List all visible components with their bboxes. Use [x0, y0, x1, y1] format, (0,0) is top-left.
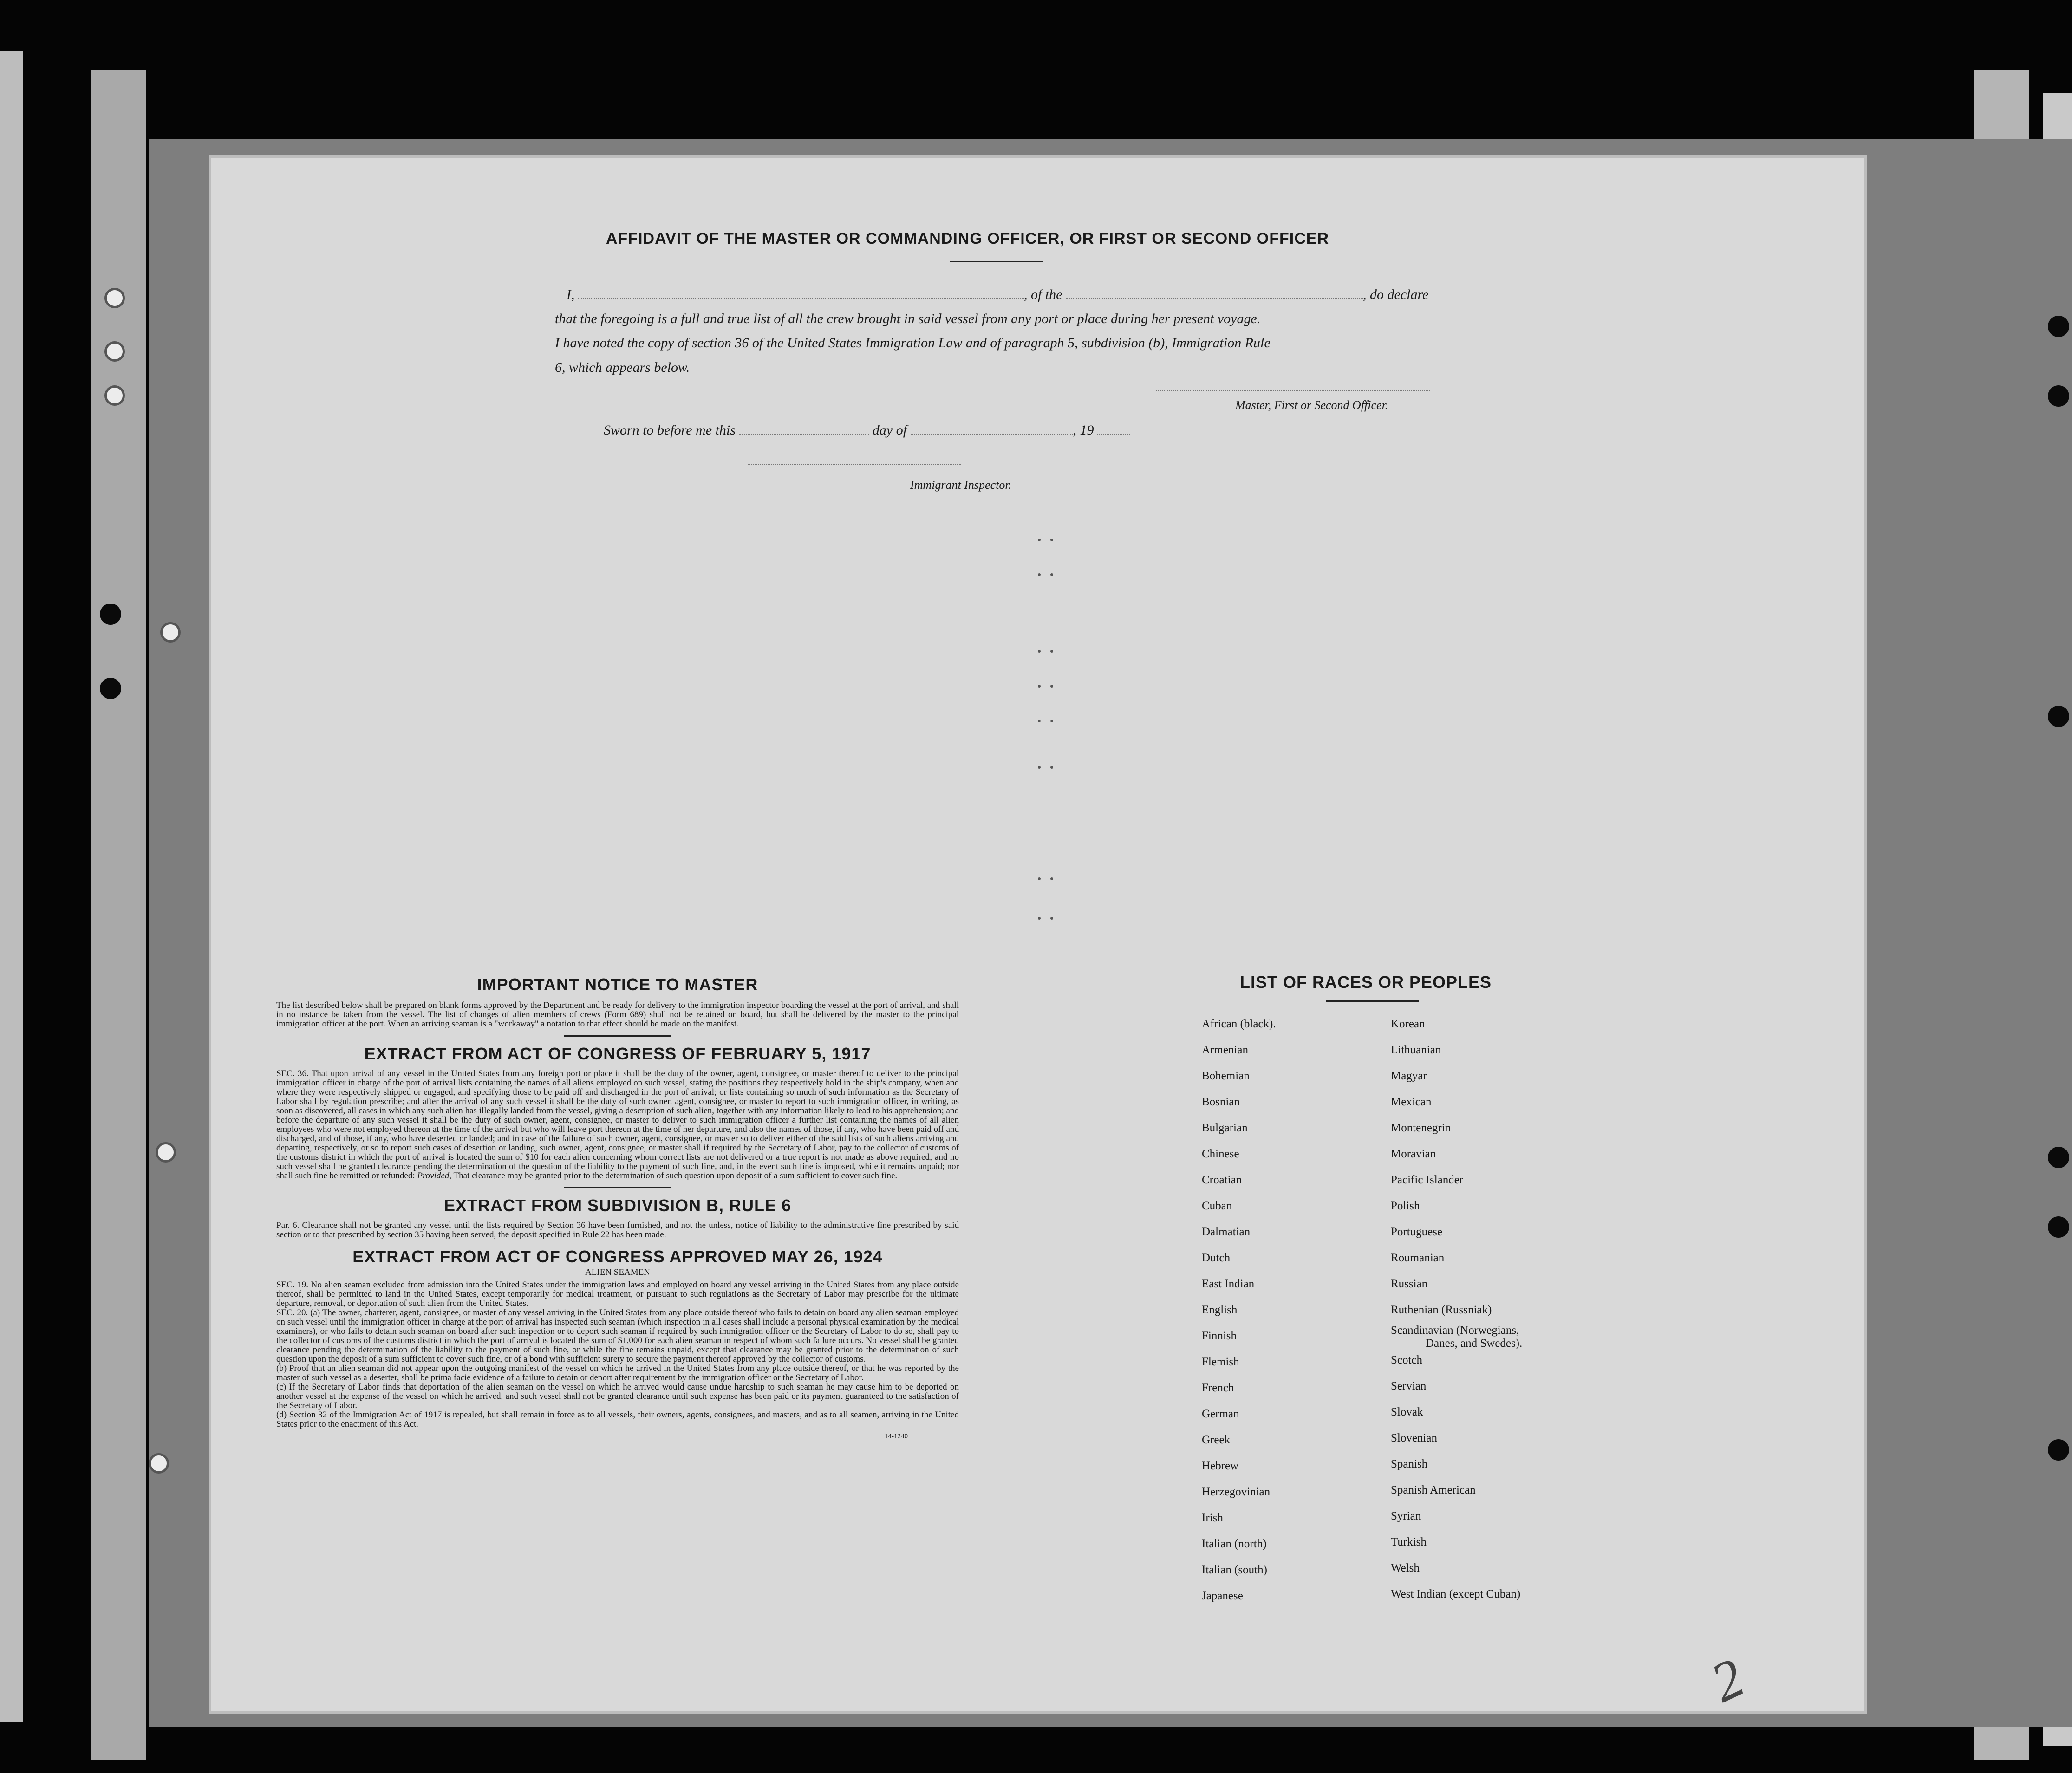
race-item: Scandinavian (Norwegians,: [1391, 1324, 1519, 1337]
race-item: Moravian: [1391, 1148, 1436, 1160]
extract-rule6-title: EXTRACT FROM SUBDIVISION B, RULE 6: [443, 1196, 792, 1215]
extract-1924-title: EXTRACT FROM ACT OF CONGRESS APPROVED MAY 26, 1924: [352, 1247, 883, 1266]
race-item: Japanese: [1202, 1590, 1243, 1602]
extract-1924-sec20d: (d) Section 32 of the Immigration Act of 1917 is repealed, but shall remain in force as to all vessels, their owners, agents, consignees, and masters, and as to all seamen, arriving in the United States prior to the enactment of this Act.: [276, 1410, 959, 1429]
extract-1924-subtitle: ALIEN SEAMEN: [585, 1267, 650, 1277]
extract-1917-body-a: SEC. 36. That upon arrival of any vessel in the United States from any foreign port or place it shall be the duty of the owner, agent, consignee, or master thereof to deliver to the principal immigration officer in charge of the port of arrival lists containing the names of all aliens employed on such vessel, stating the positions they respectively hold in the ship's company, when and where they were respectively shipped or engaged, and specifying those to be paid off and discharged in the port of arrival; or lists containing so much of such information as the Secretary of Labor shall by regulation prescribe; and after the arrival of any such vessel it shall be the duty of such owner, agent, consignee, or master to report to such immigration officer, in writing, as soon as discovered, all cases in which any such alien has illegally landed from the vessel, giving a description of such alien, together with any information likely to lead to his apprehension; and before the departure of any such vessel it shall be the duty of such owner, agent, consignee, or master to deliver to such immigration officer a further list containing the names of all alien employees who were not employed thereon at the time of the arrival but who will leave port thereon at the time of her departure, and also the names of those, if any, who have been paid off and discharged, and of those, if any, who have deserted or landed; and in case of the failure of such owner, agent, consignee, or master so to deliver either of the said lists of such aliens arriving and departing, respectively, or so to report such cases of desertion or landing, such owner, agent, consignee, or master shall if required by the Secretary of Labor, pay to the collector of customs of the customs district in which the port of arrival is located the sum of $10 for each alien concerning whom correct lists are not delivered or a true report is not made as above required; and no such vessel shall be granted clearance pending the determination of the question of the liability to the payment of such fine, and, in the event such fine is imposed, while it remains unpaid; nor shall such fine be remitted or refunded:: [276, 1069, 959, 1181]
extract-1917-body-b: That clearance may be granted prior to the determination of such question upon deposit of a sum sufficient to cover such fine.: [453, 1171, 898, 1181]
race-item: Flemish: [1202, 1356, 1239, 1368]
race-item: Spanish: [1391, 1458, 1428, 1470]
manifest-sheet: [211, 158, 1864, 1711]
vessel-field[interactable]: [1066, 298, 1363, 299]
sworn-year-field[interactable]: [1097, 434, 1130, 435]
extract-rule6-body: Par. 6. Clearance shall not be granted any vessel until the lists required by Section 36 have been furnished, and not the unless, notice of liability to the administrative fine prescribed by said section or to that prescribed by section 35 having been served, the deposit specified in Rule 22 has been made.: [276, 1221, 959, 1240]
race-item: Croatian: [1202, 1174, 1242, 1186]
inspector-signature-field[interactable]: [748, 464, 961, 465]
affidavit-line4: 6, which appears below.: [555, 360, 690, 375]
extract-1917-rule: [564, 1187, 671, 1188]
race-item: Greek: [1202, 1434, 1231, 1446]
extract-1917-provided: Provided,: [417, 1171, 452, 1181]
extract-1917-body: [276, 1069, 959, 1181]
left-film-strip: [91, 70, 146, 1760]
race-item: East Indian: [1202, 1278, 1255, 1290]
affidavit-line3: I have noted the copy of section 36 of the United States Immigration Law and of paragraph 5, subdivision (b), Immigration Rule: [555, 335, 1271, 351]
race-item: Bulgarian: [1202, 1122, 1248, 1134]
handwritten-margin-note: 2: [1701, 1646, 1753, 1714]
inspector-label: Immigrant Inspector.: [910, 478, 1012, 492]
races-title-rule: [1326, 1000, 1419, 1002]
notice-body: The list described below shall be prepared on blank forms approved by the Department and be ready for delivery to the immigration inspector boarding the vessel at the port of arrival, and shall in no instance be taken from the vessel. The list of changes of alien members of crews (Form 689) shall not be retained on board, but shall be delivered by the master to the principal immigration officer at the port. When an arriving seaman is a "workaway" a notation to that effect should be made on the manifest.: [276, 1000, 959, 1029]
master-signature-field[interactable]: [1156, 390, 1430, 391]
name-field[interactable]: [578, 298, 1024, 299]
race-item: Servian: [1391, 1380, 1427, 1392]
left-outer-strip: [0, 51, 23, 1722]
race-item: Dutch: [1202, 1252, 1231, 1264]
race-item: Dalmatian: [1202, 1226, 1251, 1238]
race-item: Scotch: [1391, 1354, 1423, 1366]
race-item: Welsh: [1391, 1562, 1420, 1574]
extract-1917-title: EXTRACT FROM ACT OF CONGRESS OF FEBRUARY 5, 1917: [364, 1044, 871, 1063]
sworn-day-field[interactable]: [739, 434, 869, 435]
race-item: Pacific Islander: [1391, 1174, 1464, 1186]
sworn-month-field[interactable]: [911, 434, 1073, 435]
race-item: Armenian: [1202, 1044, 1248, 1056]
race-item: Turkish: [1391, 1536, 1427, 1548]
affidavit-of-the-label: , of the: [1024, 287, 1062, 302]
form-number: 14-1240: [885, 1433, 908, 1440]
extract-1924-sec20b: (b) Proof that an alien seaman did not appear upon the outgoing manifest of the vessel on which he arrived in the United States from any place outside thereof, or that he was reported by the master of such vessel as a deserter, shall be prima facie evidence of a failure to detain or deport after requirement by the immigration officer or the Secretary of Labor.: [276, 1364, 959, 1383]
year-label: , 19: [1073, 422, 1094, 438]
race-item: Slovenian: [1391, 1432, 1437, 1444]
race-item: Mexican: [1391, 1096, 1432, 1108]
race-item: Korean: [1391, 1018, 1425, 1030]
master-label: Master, First or Second Officer.: [1235, 398, 1388, 412]
race-item: African (black).: [1202, 1018, 1276, 1030]
affidavit-title: AFFIDAVIT OF THE MASTER OR COMMANDING OFFICER, OR FIRST OR SECOND OFFICER: [606, 230, 1329, 247]
race-item: English: [1202, 1304, 1238, 1316]
race-item: Portuguese: [1391, 1226, 1443, 1238]
race-item: West Indian (except Cuban): [1391, 1588, 1521, 1600]
race-item: Russian: [1391, 1278, 1428, 1290]
race-item: Montenegrin: [1391, 1122, 1451, 1134]
race-item-wrap: Danes, and Swedes).: [1426, 1337, 1523, 1350]
race-item: Syrian: [1391, 1510, 1421, 1522]
extract-1924-sec20c: (c) If the Secretary of Labor finds that deportation of the alien seaman on the vessel on which he arrived would cause undue hardship to such seaman he may cause him to be deported on another vessel at the expense of the vessel on which he arrived, and such vessel shall not be granted clearance until such expense has been paid or its payment guaranteed to the satisfaction of the Secretary of Labor.: [276, 1382, 959, 1410]
extract-1924-sec19: SEC. 19. No alien seaman excluded from admission into the United States under the immigration laws and employed on board any vessel arriving in the United States from any place outside thereof, shall be permitted to land in the United States, except temporarily for medical treatment, or pursuant to such regulations as the Secretary of Labor may prescribe for the ultimate departure, removal, or deportation of such alien from the United States.: [276, 1280, 959, 1308]
affidavit-line1: [567, 287, 1428, 303]
affidavit-line2: that the foregoing is a full and true list of all the crew brought in said vessel from any port or place during her present voyage.: [555, 311, 1261, 326]
race-item: Herzegovinian: [1202, 1486, 1271, 1498]
day-of-label: day of: [872, 422, 907, 438]
races-title: LIST OF RACES OR PEOPLES: [1240, 973, 1492, 992]
race-item: Spanish American: [1391, 1484, 1476, 1496]
race-item: Irish: [1202, 1512, 1223, 1524]
extract-1924-sec20a: SEC. 20. (a) The owner, charterer, agent, consignee, or master of any vessel arriving in the United States from any place outside thereof who fails to detain on board any alien seaman employed on such vessel until the immigration officer in charge at the port of arrival has inspected such seaman (which inspection in all cases shall include a personal physical examination by the medical examiners), or who fails to detain such seaman on board after such inspection or to deport such seaman if required by such immigration officer or the Secretary of Labor to do so, shall pay to the collector of customs of the customs district in which the port of arrival is located the sum of $1,000 for each alien seaman in respect of whom such failure occurs. No vessel shall be granted clearance pending the determination of the liability to the payment of such fine, or while the fine remains unpaid, except that clearance may be granted prior to the determination of such question upon the deposit of a sum sufficient to cover such fine, or of a bond with sufficient surety to secure the payment thereof approved by the collector of customs.: [276, 1308, 959, 1364]
race-item: Ruthenian (Russniak): [1391, 1304, 1492, 1316]
race-item: Magyar: [1391, 1070, 1427, 1082]
race-item: Lithuanian: [1391, 1044, 1441, 1056]
race-item: Slovak: [1391, 1406, 1423, 1418]
race-item: Italian (north): [1202, 1538, 1267, 1550]
race-item: Finnish: [1202, 1330, 1237, 1342]
race-item: Cuban: [1202, 1200, 1232, 1212]
affidavit-i-label: I,: [567, 287, 575, 302]
notice-rule: [564, 1035, 671, 1037]
sworn-label: Sworn to before me this: [604, 422, 736, 438]
affidavit-do-declare-label: , do declare: [1363, 287, 1429, 302]
notice-title: IMPORTANT NOTICE TO MASTER: [477, 975, 758, 994]
race-item: Polish: [1391, 1200, 1420, 1212]
race-item: Bosnian: [1202, 1096, 1240, 1108]
race-item: Chinese: [1202, 1148, 1239, 1160]
affidavit-title-rule: [950, 261, 1043, 262]
race-item: Roumanian: [1391, 1252, 1445, 1264]
race-item: French: [1202, 1382, 1234, 1394]
legal-notices-column: [276, 975, 959, 1441]
race-item: German: [1202, 1408, 1239, 1420]
race-item: Hebrew: [1202, 1460, 1239, 1472]
race-item: Italian (south): [1202, 1564, 1267, 1576]
race-item: Bohemian: [1202, 1070, 1250, 1082]
sworn-line: [604, 422, 1130, 438]
